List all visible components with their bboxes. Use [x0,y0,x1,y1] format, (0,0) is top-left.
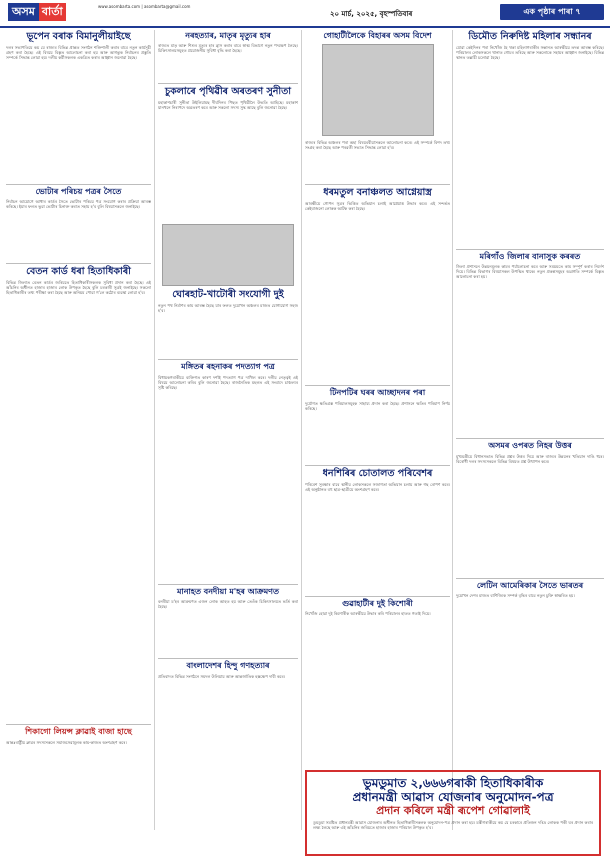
divider [158,359,298,360]
article-body: দলৰ সভাপতিয়ে কয় যে ৰাজ্যৰ বিভিন্ন প্ৰান্তত সংগঠন শক্তিশালী কৰাৰ বাবে নতুন কাৰ্যসূচী গ্ৰহণ কৰা হৈছে। এই বিষয়ে বিস্তৃত আলোচনা কৰা হয় আৰু আগন্তুক নিৰ্বাচনৰ প্ৰস্তুতি সম্পৰ্কে সিদ্ধান্ত লোৱা হয়। দলীয় কৰ্মীসকলক একত্ৰিত কৰাৰ আহ্বান জনোৱা হৈছে। [6,44,151,60]
newspaper-logo [8,2,66,22]
masthead [0,0,610,28]
headline: ধৰমতুল বনাঞ্চলত আগ্নেয়াস্ত্ৰ [323,187,432,199]
column-2 [158,30,298,733]
headline: বেতন কাৰ্ড ধৰা হিতাধিকাৰী [26,266,131,278]
logo-part-a: অসম [8,3,39,21]
divider [456,249,604,250]
headline: মঙ্গিতৰ ৰহনাকৰ পদত্যাগ পত্ৰ [181,362,275,372]
article-body: জিলা প্ৰশাসনে উন্নয়নমূলক কামৰ পৰ্যালোচনা কৰে আৰু সময়মতে কাম সম্পূৰ্ণ কৰাৰ নিৰ্দেশ দিয়ে। বিভিন্ন বিভাগৰ বিষয়াসকল উপস্থিত থাকে। নতুন প্ৰকল্পসমূহৰ অগ্ৰগতি সম্পৰ্কে বিস্তৃত আলোচনা কৰা হয়। [456,264,604,280]
dateline: ২০ মাৰ্চ, ২০২৫, বৃহস্পতিবাৰ [330,10,413,18]
divider [6,184,151,185]
headline: গোহাটীলৈকে বিহাৰৰ অসম বিদেশ [323,31,432,40]
divider [6,724,151,725]
article-body: বিভিন্ন জিলাত বেতন কাৰ্ডৰ জৰিয়তে হিতাধিকাৰীসকলক সুবিধা প্ৰদান কৰা হৈছে। এই আঁচনিৰ অধীনত হাজাৰ হাজাৰ লোক উপকৃত হৈছে বুলি চৰকাৰী সূত্ৰই জনাইছে। সকলো হিতাধিকাৰীৰ তথ্য পৰীক্ষা কৰা হৈছে আৰু অনিয়ম পোৱা গ'লে কঠোৰ ব্যৱস্থা লোৱা হ'ব। [6,280,151,296]
column-divider [301,30,302,830]
headline: ভোটাৰ পৰিচয় পত্ৰৰ সৈতে [35,186,122,196]
divider [305,465,450,466]
divider [158,83,298,84]
divider [456,438,604,439]
article-body: নিৰ্বাচন আয়োগে আধাৰ কাৰ্ডৰ সৈতে ভোটাৰ পৰিচয় পত্ৰ সংযোগ কৰাৰ প্ৰক্ৰিয়া আৰম্ভ কৰিছে। ইয়াৰ ফলত ভুৱা ভোটাৰ চিনাক্ত কৰাত সহায় হ'ব বুলি বিষয়াসকলে জনাইছে। [6,199,151,210]
column-divider [452,30,453,830]
article-body: পৰিবেশ সুৰক্ষাৰ বাবে স্থানীয় লোকসকলে সজাগতা অভিযান চলায় আৰু গছ ৰোপণ কৰে। এই অনুষ্ঠানত বহু ছাত্ৰ-ছাত্ৰীয়ে অংশগ্ৰহণ কৰে। [305,481,450,492]
headline: শিকাগো লিয়ন্স ক্লাৱাই বাজা হাছে [25,727,132,737]
column-1 [6,30,151,784]
headline: অসমৰ ওপৰত নিহৰ উত্তৰ [488,441,572,451]
article-body: প্ৰতিবাদত বিভিন্ন সংগঠনে সমদল উলিয়ায় আৰু আন্তৰ্জাতিক হস্তক্ষেপ দাবী কৰে। [158,673,286,679]
article-body: যোৱা কেইদিনৰ পৰা নিখোঁজ হৈ থকা মহিলাগৰাকীৰ সন্ধানত আৰক্ষীয়ে তদন্ত আৰম্ভ কৰিছে। পৰিয়ালৰ লোকসকলে থানাত গোচৰ তৰিছে আৰু সকলোকে সহায়ৰ আহ্বান জনাইছে। বিভিন্ন স্থানত তল্লাচী চলোৱা হৈছে। [456,44,604,60]
article-body: আন্তঃৰাষ্ট্ৰীয় ক্লাৱৰ সদস্যসকলে সমাজসেৱামূলক কাম-কাজত অংশগ্ৰহণ কৰে। [6,739,127,745]
divider [158,584,298,585]
headline: টিনপটিৰ ঘৰৰ আচ্ছাদনৰ পৰা [329,388,426,398]
contact-info: www.asombarta.com | asombarta@gmail.com [98,4,191,9]
column-4 [456,30,604,677]
feature-headline-line1: ভুমডুমাত ২,৬৬৬গৰাকী হিতাধিকাৰীক [362,776,544,790]
article-body: বনৰীয়া ম'হৰ আক্ৰমণত এজন লোক আহত হয় আৰু তেওঁক চিকিৎসালয়ত ভৰ্তি কৰা হৈছে। [158,599,298,610]
column-3 [305,30,450,633]
divider [6,263,151,264]
article-body: নিখোঁজ হোৱা দুই কিশোৰীক আৰক্ষীয়ে উদ্ধাৰ কৰি পৰিয়ালৰ হাতত গতাই দিয়ে। [305,611,431,617]
logo-part-b: বাৰ্তা [39,3,66,21]
headline: মৰিগাঁও জিলাৰ বানাসুক কৰৰত [479,251,581,261]
headline: নৰহত্যাৰ, মাতৃৰ মৃত্যুৰ হাৰ [185,31,271,40]
divider [305,596,450,597]
feature-headline-line3: প্ৰদান কৰিলে মন্ত্ৰী ৰূপেশ গোৱালাই [376,804,530,817]
headline: লেটিন আমেৰিকাৰ সৈতে ভাৰতৰ [476,580,584,590]
divider [305,385,450,386]
article-body: বিধায়কগৰাকীয়ে ব্যক্তিগত কাৰণ দৰ্শাই পদত্যাগ পত্ৰ দাখিল কৰে। দলীয় নেতৃত্বই এই বিষয়ে আলোচনা কৰিব বুলি জনোৱা হৈছে। ৰাজনৈতিক মহলত এই সংবাদে চাঞ্চল্যৰ সৃষ্টি কৰিছে। [158,374,298,390]
divider [456,578,604,579]
headline: ধনশিৰিৰ চোতালত পৰিবেশৰ [322,467,433,479]
divider [158,658,298,659]
feature-body: ডুমডুমা সমষ্টিত প্ৰধানমন্ত্ৰী আৱাস যোজনাৰ অধীনত হিতাধিকাৰীসকলক অনুমোদন-পত্ৰ প্ৰদান কৰা হয়। মন্ত্ৰীগৰাকীয়ে কয় যে চৰকাৰে প্ৰতিজন দৰিদ্ৰ লোকক পকী ঘৰ প্ৰদান কৰাৰ লক্ষ্য লৈছে আৰু এই আঁচনিৰ জৰিয়তে হাজাৰ হাজাৰ পৰিয়াল উপকৃত হ'ব। [313,820,593,830]
article-body: মুখ্যমন্ত্ৰীয়ে বিধানসভাত বিভিন্ন প্ৰশ্নৰ উত্তৰ দিয়ে আৰু ৰাজ্যৰ উন্নয়নৰ খতিয়ান দাঙি ধৰে। বিৰোধী দলৰ সদস্যসকলে বিভিন্ন বিষয়ত প্ৰশ্ন উত্থাপন কৰে। [456,453,604,464]
news-photo [162,224,294,286]
feature-article-box [305,770,601,856]
divider [305,184,450,185]
feature-headline-line2: প্ৰধানমন্ত্ৰী আৱাস যোজনাৰ অনুমোদন-পত্ৰ [352,790,554,804]
headline: ঘোৰহাট-খাটোৰী সংযোগী দুই [172,289,284,301]
article-body: দুয়োখন দেশৰ মাজত বাণিজ্যিক সম্পৰ্ক বৃদ্ধিৰ বাবে নতুন চুক্তি স্বাক্ষৰিত হয়। [456,593,575,599]
headline: ভূপেন বৰাক বিমানুলীয়াইছে [26,31,131,42]
article-body: ৰাজ্যৰ বিভিন্ন অঞ্চলৰ পৰা অহা বিষয়ববীয়াসকলে আলোচনা কৰে। এই সম্পৰ্কে বিশদ তথ্য সংগ্ৰহ কৰা হৈছে আৰু পৰৱৰ্তী সভাত সিদ্ধান্ত লোৱা হ'ব। [305,140,450,151]
headline: গুৱাহাটীৰ দুই কিশোৰী [342,598,413,608]
page-number-badge: এক পৃষ্ঠাৰ পাৰা ৭ [500,4,604,20]
column-divider [154,30,155,830]
article-body: ৰাজ্যত মাতৃ আৰু শিশুৰ মৃত্যুৰ হাৰ হ্ৰাস কৰাৰ বাবে স্বাস্থ্য বিভাগে নতুন পদক্ষেপ লৈছে। চিকিৎসালয়সমূহত প্ৰয়োজনীয় সুবিধা বৃদ্ধি কৰা হৈছে। [158,43,298,54]
news-photo [322,44,434,136]
article-body: আৰক্ষীয়ে গোপন সূত্ৰৰ ভিত্তিত অভিযান চলাই আগ্নেয়াস্ত্ৰ উদ্ধাৰ কৰে। এই সন্দৰ্ভত কেইবাজনো লোকক আটক কৰা হৈছে। [305,201,450,212]
article-body: মহাকাশচাৰী সুনীতা উইলিয়ামছ দীৰ্ঘদিনৰ পিছত পৃথিৱীলৈ উভতি আহিছে। মহাকাশ যানখনে নিৰাপদে অৱতৰণ কৰে আৰু সকলো সদস্য সুস্থ আছে বুলি জনোৱা হৈছে। [158,100,298,111]
article-body: নতুন পথ নিৰ্মাণৰ কাম আৰম্ভ হৈছে যাৰ ফলত দুয়োখন অঞ্চলৰ মাজত যোগাযোগ সহজ হ'ব। [158,303,298,314]
headline: বাংলাদেশৰ হিন্দু গণহত্যাৰ [186,661,270,671]
headline: মানাহত বনদীয়া ম'হৰ আক্ৰমণত [176,586,280,596]
article-body: দুৰ্যোগত ক্ষতিগ্ৰস্ত পৰিয়ালসমূহক সাহায্য প্ৰদান কৰা হৈছে। প্ৰশাসনে ক্ষতিৰ পৰিমাণ নিৰ্ণয় কৰিছে। [305,400,450,411]
headline: ডিমৌত নিৰুদিষ্ট মহিলাৰ সন্ধানৰ [468,31,592,42]
headline: চুকলাৰে পৃথিৱীৰ অৰতৰণ সুনীতা [165,86,291,98]
